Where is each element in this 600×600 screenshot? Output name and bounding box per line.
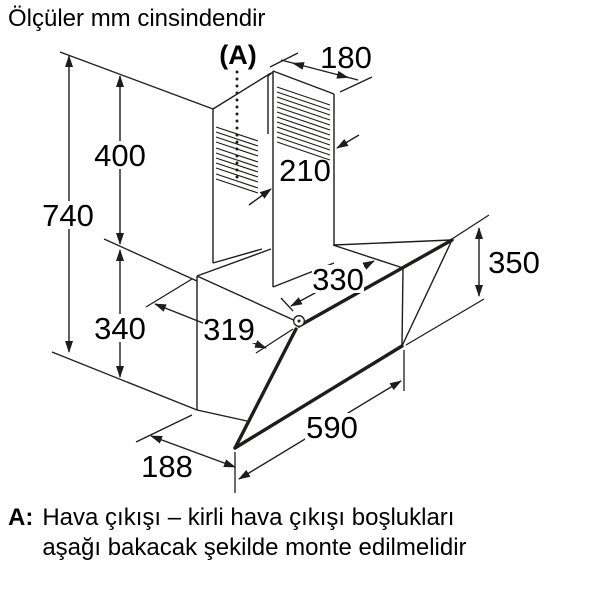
dim-label-330: 330 [312,262,364,297]
dim-label-400: 400 [94,138,146,173]
vent-slat [277,132,330,150]
air-outlet-callout: (A) [219,40,257,70]
extension-line [52,352,197,410]
chimney-edge [213,73,271,109]
dim-label-740: 740 [42,198,94,233]
dim-label-319: 319 [203,312,255,347]
dim-label-210: 210 [279,153,331,188]
dim-label-188: 188 [141,449,193,484]
dimension-lines [69,56,479,479]
hinge-pivot-center [298,320,301,323]
vent-slat [277,117,330,135]
body-edge [197,410,247,421]
page-title: Ölçüler mm cinsindendir [8,5,266,32]
dim-arrow-210-right [337,135,359,148]
dim-label-180: 180 [320,40,372,75]
extension-line [136,415,192,442]
vent-slat [277,112,330,130]
extension-line [60,52,213,109]
dim-label-590: 590 [306,410,358,445]
extension-line [281,298,293,311]
footnote [8,503,467,563]
body-edge [334,240,451,245]
vent-grille-rear [216,127,258,193]
vent-slat [277,122,330,140]
vent-slat [277,92,330,110]
vent-slat [277,97,330,115]
vent-slat [277,102,330,120]
extension-line [146,279,192,307]
extension-line [104,239,197,281]
dim-arrow-180-left [293,63,303,66]
dim-arrow-180-right [338,75,348,78]
extension-line [270,53,298,67]
vent-grille-front [277,87,330,160]
extension-line [452,215,489,239]
extension-line [406,299,484,345]
body-edge [197,249,271,276]
footnote-line-2: aşağı bakacak şekilde monte edilmelidir [42,534,467,561]
dim-label-350: 350 [488,245,540,280]
vent-slat [277,127,330,145]
vent-slat [277,107,330,125]
body-edge [402,268,403,346]
footnote-label: A: [8,504,34,531]
dim-label-340: 340 [94,311,146,346]
footnote-line-1: Hava çıkışı – kirli hava çıkışı boşlukları [42,504,455,531]
